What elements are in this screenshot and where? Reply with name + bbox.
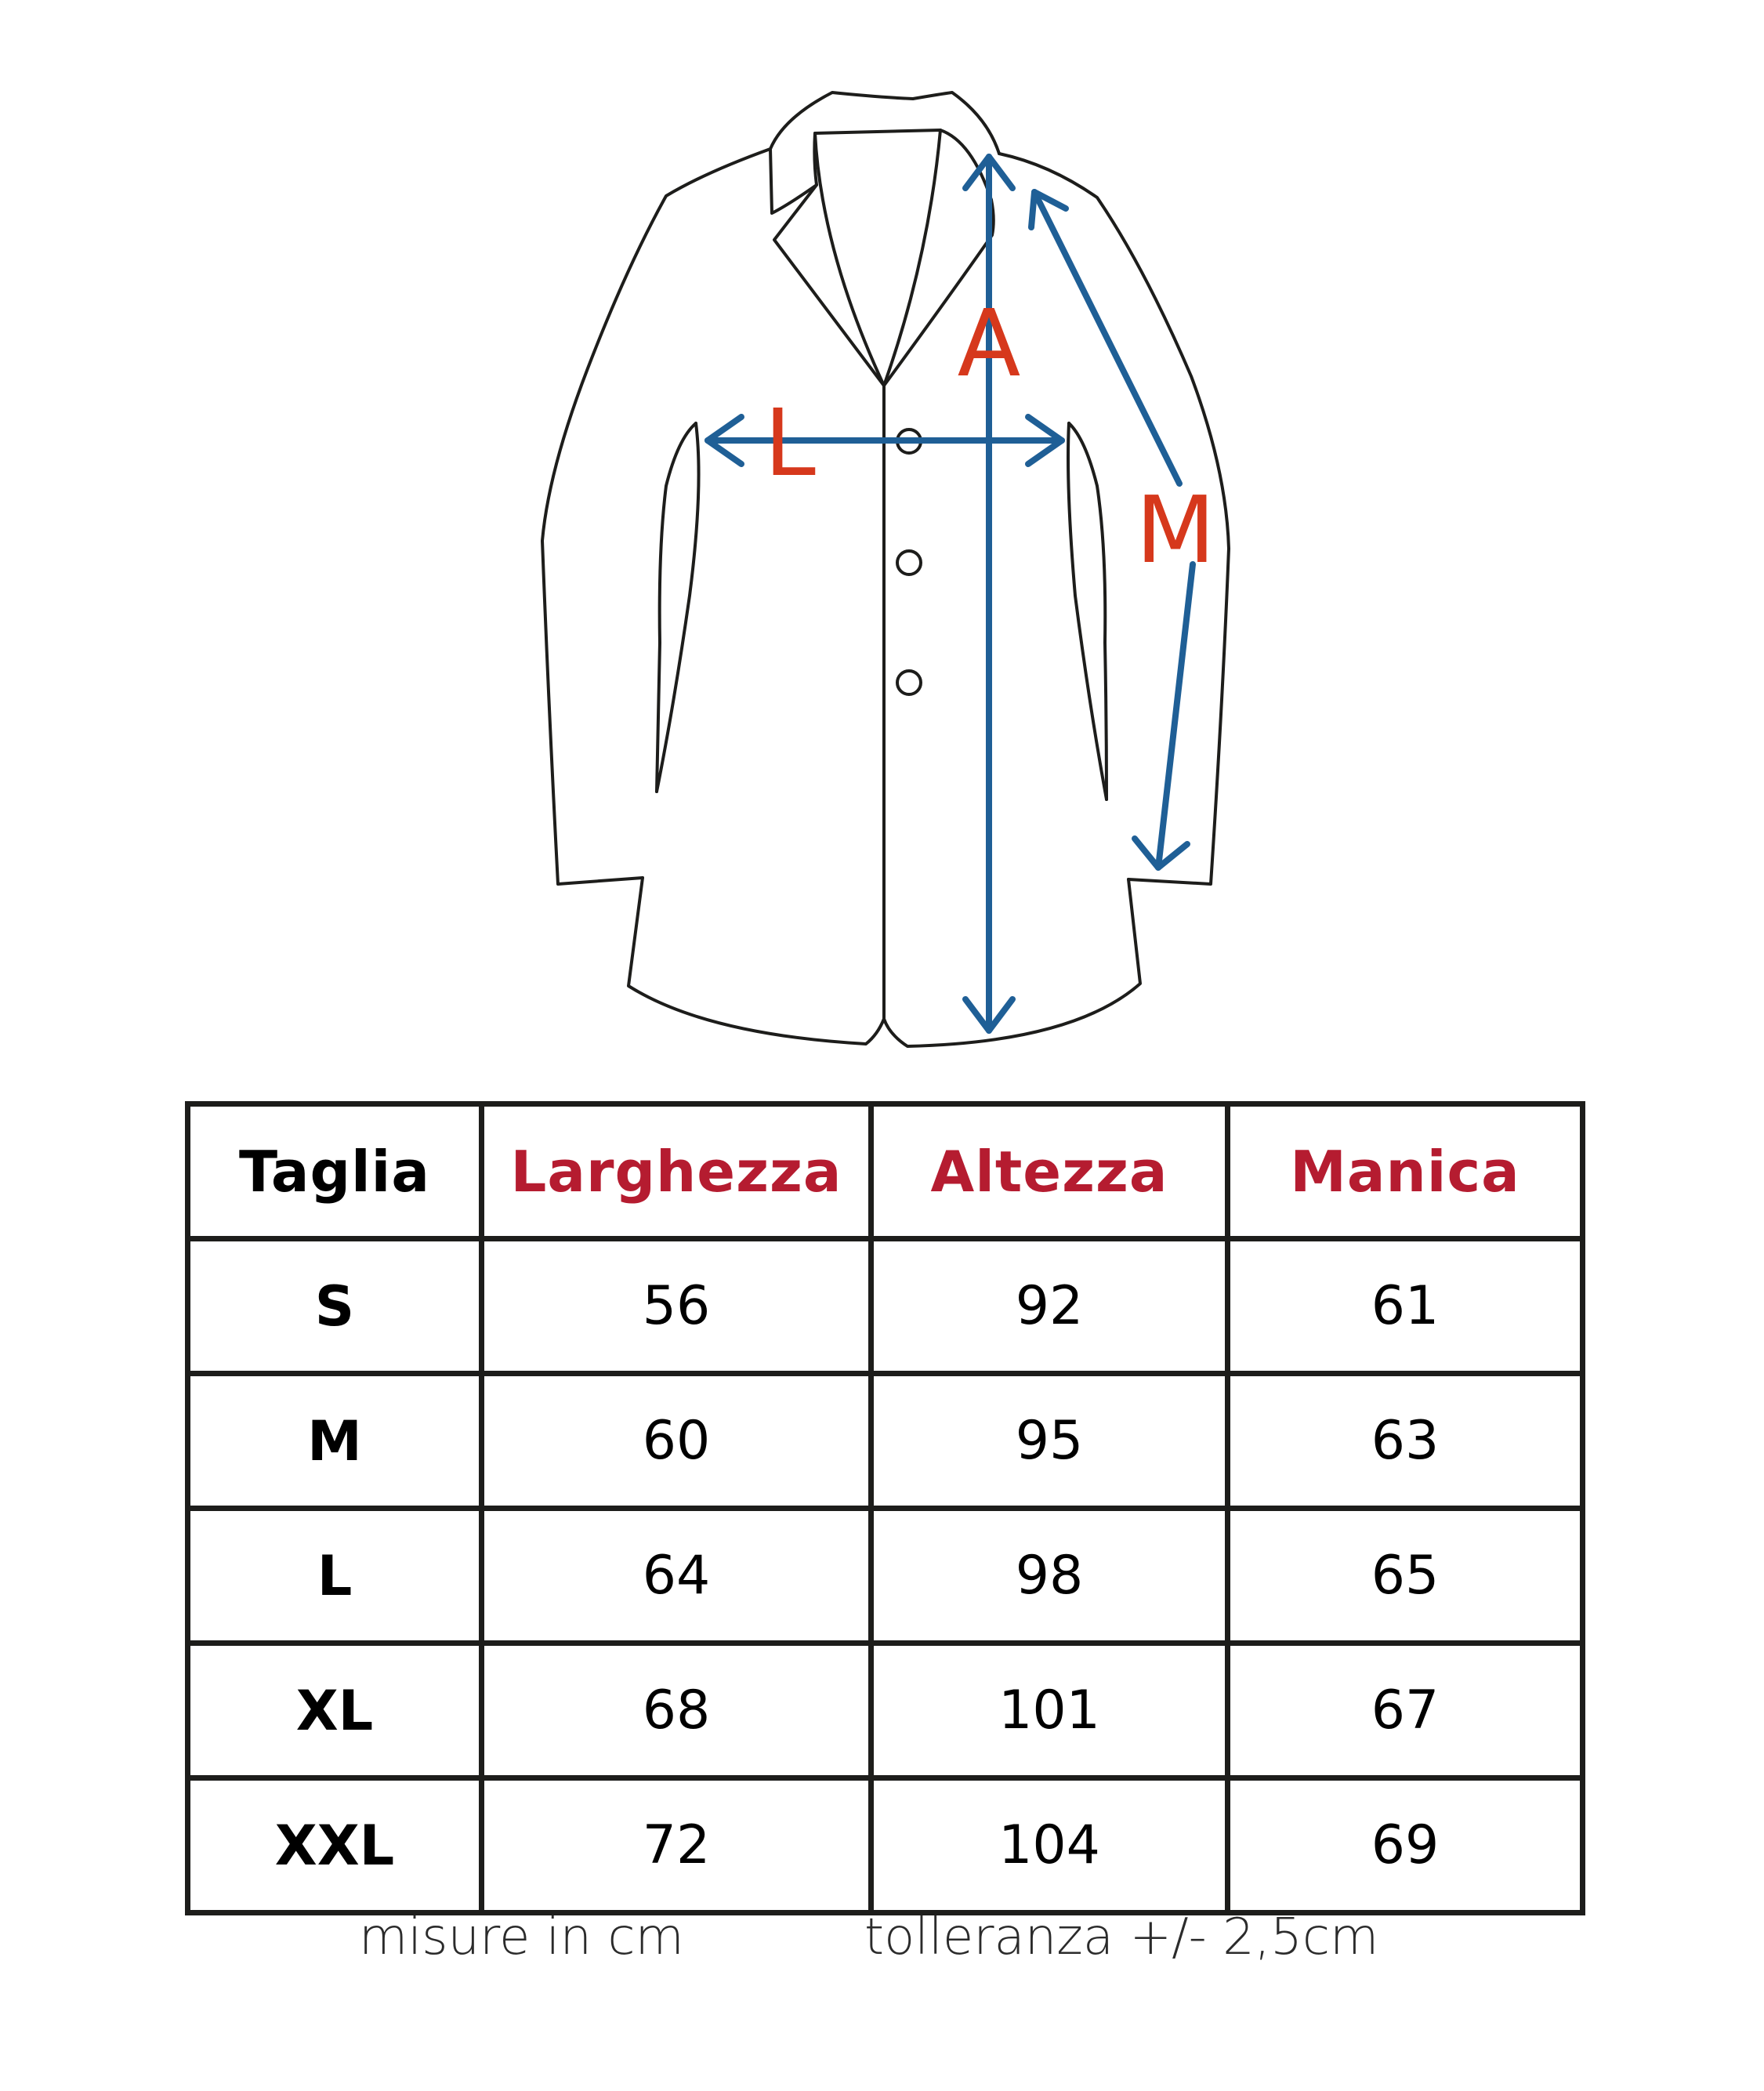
size-cell: XL [188, 1643, 482, 1778]
header-size: Taglia [188, 1104, 482, 1239]
length-cell: 95 [871, 1374, 1228, 1509]
table-row [188, 1374, 1583, 1509]
sleeve-cell: 65 [1228, 1509, 1583, 1643]
length-cell: 98 [871, 1509, 1228, 1643]
width-cell: 68 [482, 1643, 871, 1778]
size-cell: M [188, 1374, 482, 1509]
size-cell: S [188, 1239, 482, 1374]
width-cell: 56 [482, 1239, 871, 1374]
header-length: Altezza [871, 1104, 1228, 1239]
header-width: Larghezza [482, 1104, 871, 1239]
coat-outline [542, 92, 1229, 1046]
sleeve-cell: 69 [1228, 1778, 1583, 1913]
tolerance-note: tolleranza +/- 2,5cm [864, 1908, 1379, 1966]
size-cell: XXL [188, 1778, 482, 1913]
table-row [188, 1509, 1583, 1643]
length-cell: 92 [871, 1239, 1228, 1374]
length-cell: 104 [871, 1778, 1228, 1913]
sleeve-cell: 63 [1228, 1374, 1583, 1509]
width-cell: 64 [482, 1509, 871, 1643]
button-middle [897, 551, 921, 574]
length-arrow [965, 157, 1012, 1031]
table-row [188, 1643, 1583, 1778]
table-row [188, 1239, 1583, 1374]
width-cell: 72 [482, 1778, 871, 1913]
coat-buttons [897, 429, 921, 694]
button-bottom [897, 671, 921, 694]
width-cell: 60 [482, 1374, 871, 1509]
table-header-row [188, 1104, 1583, 1239]
length-cell: 101 [871, 1643, 1228, 1778]
header-sleeve: Manica [1228, 1104, 1583, 1239]
sleeve-cell: 67 [1228, 1643, 1583, 1778]
width-label: L [764, 389, 816, 497]
sleeve-cell: 61 [1228, 1239, 1583, 1374]
measurement-arrows [708, 157, 1193, 1031]
size-cell: L [188, 1509, 482, 1643]
length-label: A [957, 289, 1021, 397]
size-table [185, 1101, 1585, 1915]
sleeve-label: M [1136, 476, 1215, 584]
table-row [188, 1778, 1583, 1913]
units-note: misure in cm [359, 1908, 684, 1966]
